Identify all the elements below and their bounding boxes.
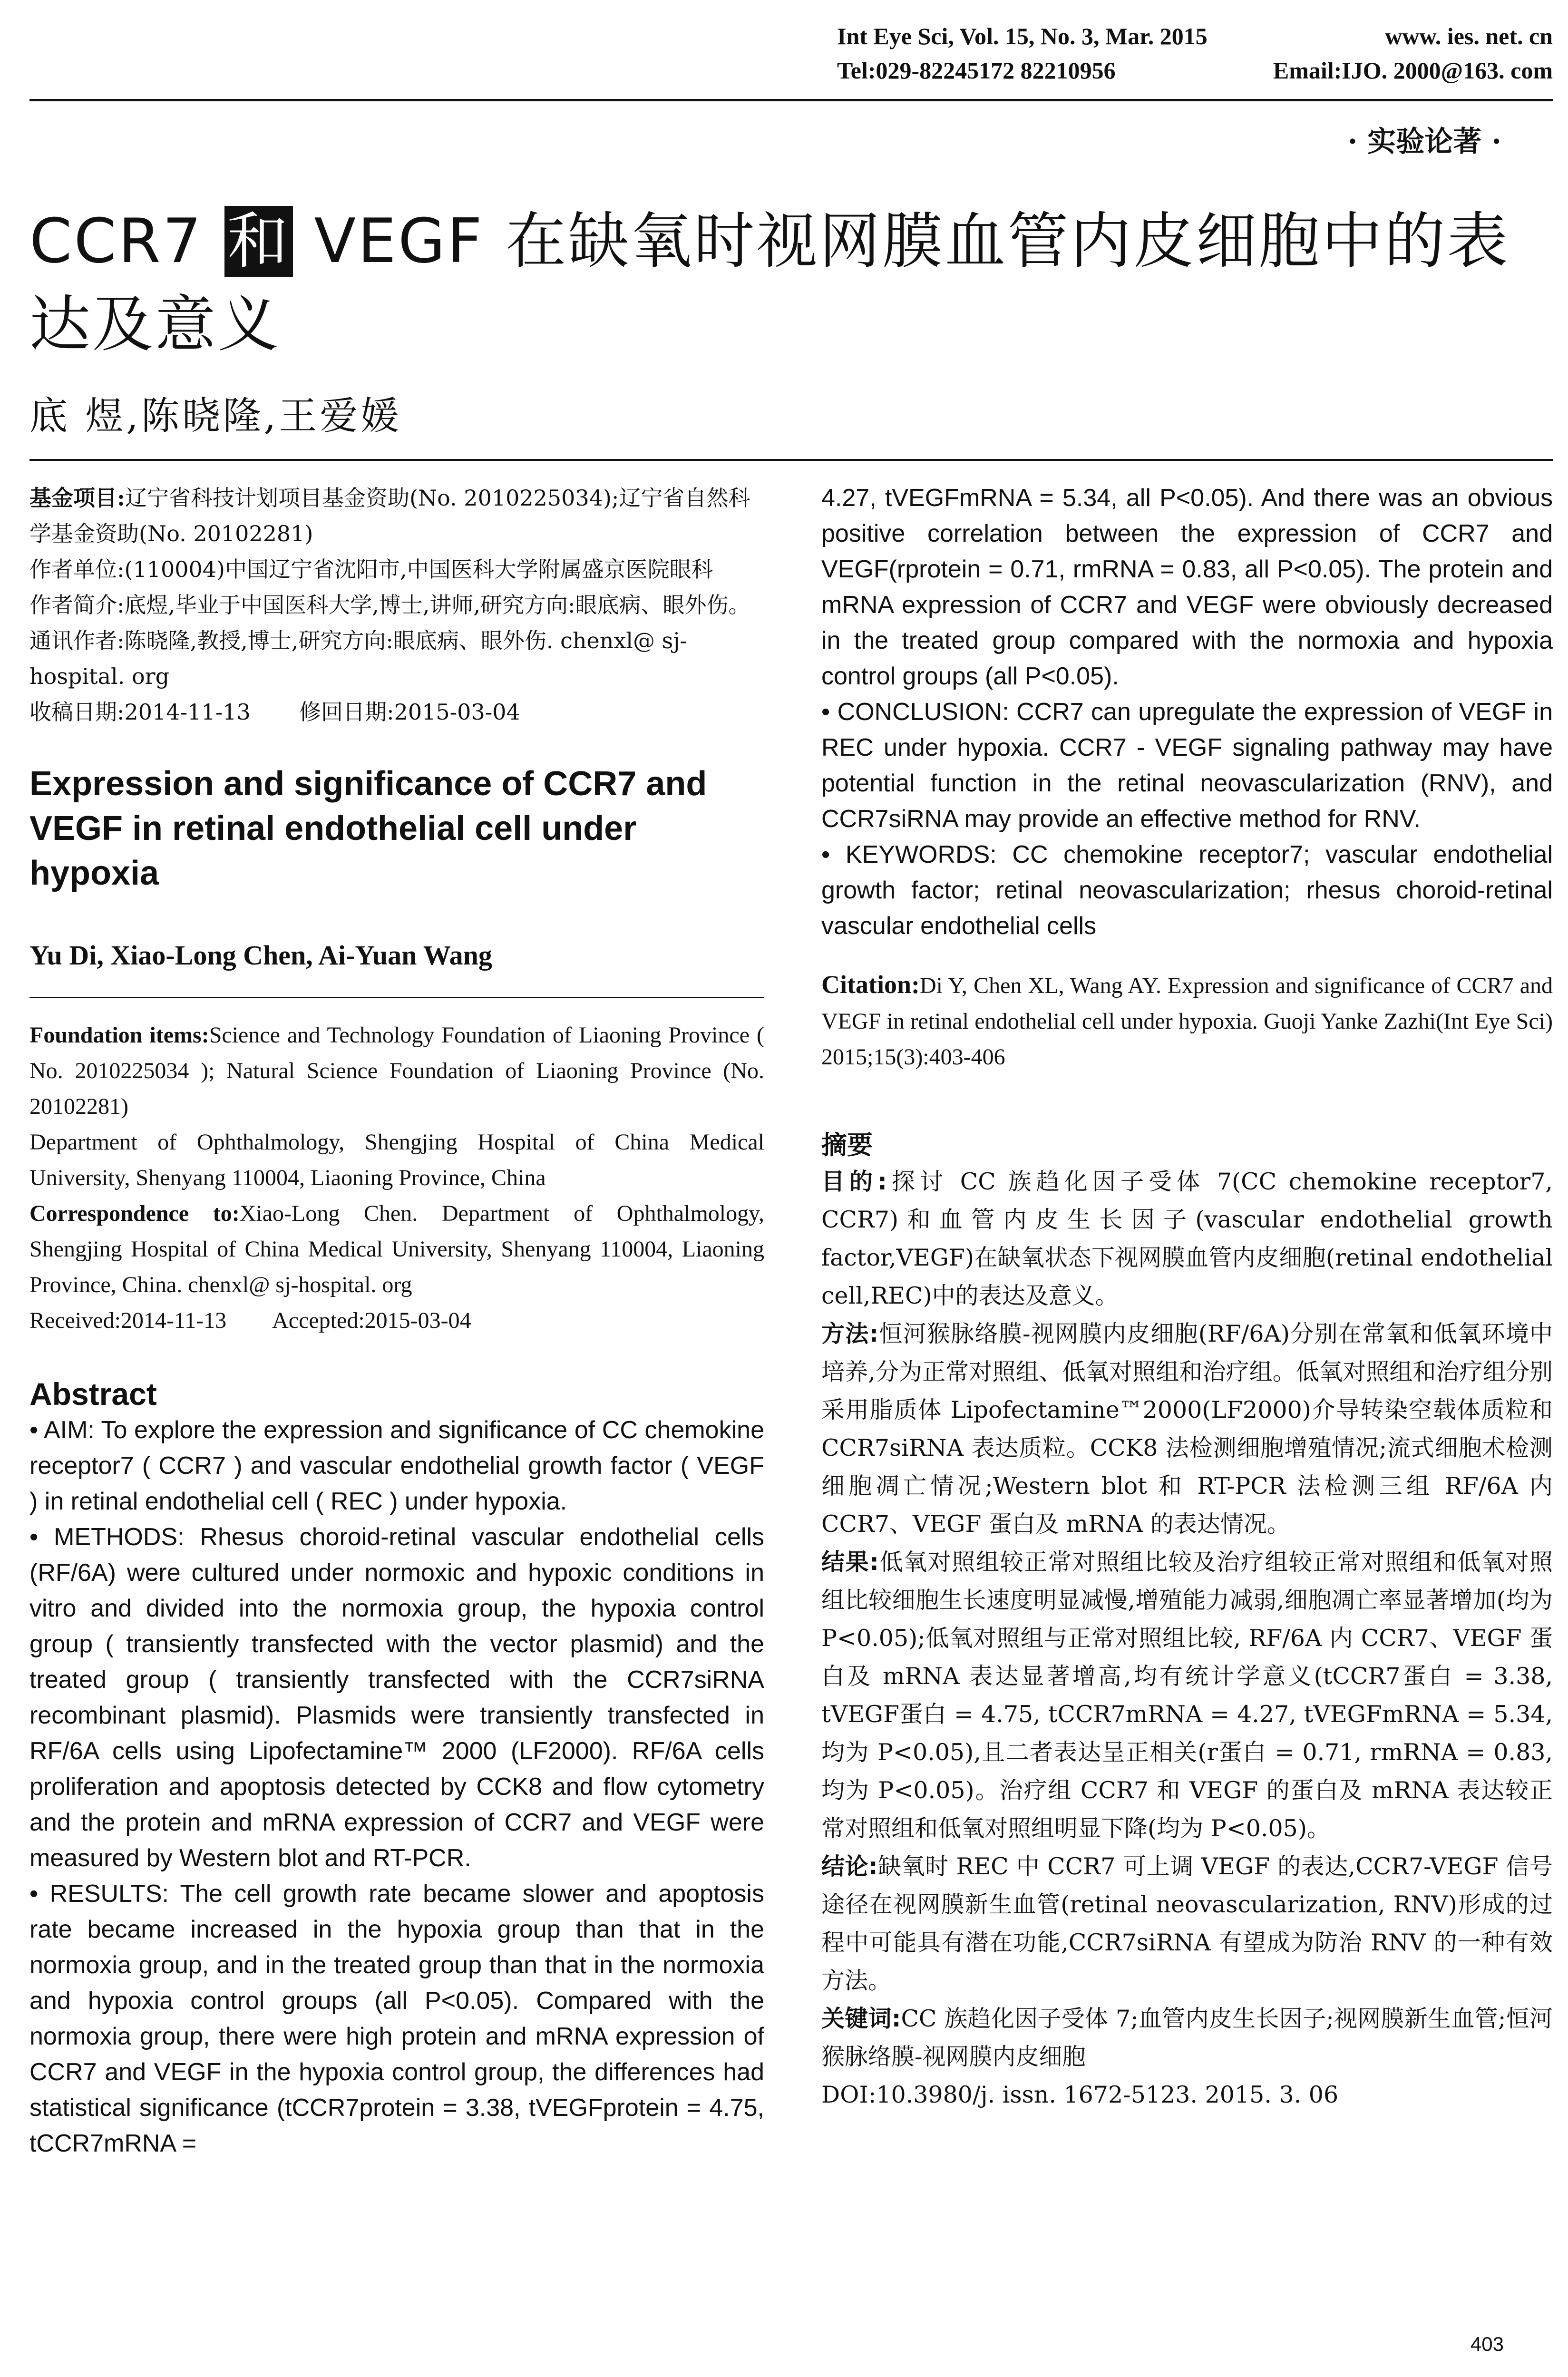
aim-cn	[821, 1163, 1553, 1315]
keywords-cn-label: 关键词:	[821, 2005, 901, 2032]
correspondence-en	[29, 1196, 764, 1303]
abstract-keywords: • KEYWORDS: CC chemokine receptor7; vascular endothelial growth factor; retinal neovascularization; rhesus choroid-retinal vascular endothelial cells	[821, 841, 1553, 940]
foundation-text: Science and Technology Foundation of Liaoning Province ( No. 2010225034 ); Natural Science Foundation of Liaoning Province (No. 20102281)	[29, 1023, 764, 1119]
citation-label: Citation:	[821, 970, 920, 999]
article-title-cn	[29, 200, 1551, 366]
corr-text: 陈晓隆,教授,博士,研究方向:眼底病、眼外伤. chenxl@ sj-hospital. org	[29, 628, 688, 689]
intro-cn	[29, 587, 764, 623]
methods-cn-label: 方法:	[821, 1320, 879, 1347]
keywords-cn-text: CC 族趋化因子受体 7;血管内皮生长因子;视网膜新生血管;恒河猴脉络膜-视网膜内皮细胞	[821, 2005, 1553, 2070]
received-en: Received:2014-11-13	[29, 1308, 227, 1333]
methods-cn	[821, 1315, 1553, 1543]
foundation-en	[29, 1017, 764, 1124]
revised-cn: 修回日期:2015-03-04	[299, 699, 520, 725]
section-rule	[29, 459, 1553, 461]
abstract-results-part1: • RESULTS: The cell growth rate became slower and apoptosis rate became increased in the hypoxia group than that in the normoxia group, and in the treated group than that in the normoxia and hypoxia control groups (all P<0.05). Compared with the normoxia group, there were high protein and mRNA expression of CCR7 and VEGF in the hypoxia control group, the differences had statistical significance (tCCR7protein = 3.38, tVEGFprotein = 4.75, tCCR7mRNA =	[29, 1880, 764, 2157]
telephone: Tel:029-82245172 82210956	[837, 57, 1116, 84]
abstract-en-right	[821, 480, 1553, 944]
email: Email:IJO. 2000@163. com	[1273, 57, 1553, 84]
abstract-results-part2: 4.27, tVEGFmRNA = 5.34, all P<0.05). And there was an obvious positive correlation between the expression of CCR7 and VEGF(rprotein = 0.71, rmRNA = 0.83, all P<0.05). The protein and mRNA expression of CCR7 and VEGF were obviously decreased in the treated group compared with the normoxia and hypoxia control groups (all P<0.05).	[821, 484, 1553, 690]
results-cn	[821, 1543, 1553, 1848]
abstract-aim: • AIM: To explore the expression and significance of CC chemokine receptor7 ( CCR7 ) and vascular endothelial growth factor ( VEGF ) in retinal endothelial cell ( REC ) under hypoxia.	[29, 1416, 764, 1515]
conclusion-cn-label: 结论:	[821, 1853, 878, 1880]
unit-cn	[29, 552, 764, 587]
department-en: Department of Ophthalmology, Shengjing Hospital of China Medical University, Shenyang 110004, Liaoning Province, China	[29, 1130, 764, 1190]
abstract-cn	[821, 1163, 1553, 2114]
footnotes-cn	[29, 480, 764, 730]
results-cn-label: 结果:	[821, 1549, 879, 1576]
authors-en: Yu Di, Xiao-Long Chen, Ai-Yuan Wang	[29, 940, 492, 971]
right-column	[821, 480, 1553, 2114]
unit-label: 作者单位:	[29, 556, 125, 582]
abstract-conclusion: • CONCLUSION: CCR7 can upregulate the expression of VEGF in REC under hypoxia. CCR7 - VEGF signaling pathway may have potential function in the retinal neovascularization (RNV), and CCR7siRNA may provide an effective method for RNV.	[821, 698, 1553, 833]
article-title-en: Expression and significance of CCR7 and VEGF in retinal endothelial cell under hypoxia	[29, 765, 707, 892]
funding-cn	[29, 480, 764, 552]
received-cn: 收稿日期:2014-11-13	[29, 699, 251, 725]
keywords-cn	[821, 2000, 1553, 2076]
abstract-heading: Abstract	[29, 1376, 157, 1412]
title-highlight: 和	[224, 206, 293, 277]
corr-label: 通讯作者:	[29, 628, 125, 653]
title-part1: CCR7	[29, 206, 224, 277]
aim-cn-text: 探讨 CC 族趋化因子受体 7(CC chemokine receptor7, CCR7)和血管内皮生长因子(vascular endothelial growth factor,VEGF)在缺氧状态下视网膜血管内皮细胞(retinal endothelial cell,REC)中的表达及意义。	[821, 1168, 1553, 1309]
intro-label: 作者简介:	[29, 592, 125, 618]
authors-rule	[29, 997, 764, 998]
correspondence-cn	[29, 623, 764, 694]
dates-en	[29, 1303, 764, 1338]
conclusion-cn-text: 缺氧时 REC 中 CCR7 可上调 VEGF 的表达,CCR7-VEGF 信号途径在视网膜新生血管(retinal neovascularization, RNV)形成的过程中可能具有潜在功能,CCR7siRNA 有望成为防治 RNV 的一种有效方法。	[821, 1853, 1553, 1994]
corr-text-en: Xiao-Long Chen. Department of Ophthalmology, Shengjing Hospital of China Medical University, Shenyang 110004, Liaoning Province, China. chenxl@ sj-hospital. org	[29, 1201, 764, 1297]
title-part2: VEGF 在缺氧时视网膜血管内皮细胞中的表达及意义	[29, 206, 1510, 360]
abstract-en-left	[29, 1413, 764, 2162]
left-column	[29, 480, 764, 2162]
funding-text: 辽宁省科技计划项目基金资助(No. 2010225034);辽宁省自然科学基金资助(No. 20102281)	[29, 485, 750, 546]
journal-line: Int Eye Sci, Vol. 15, No. 3, Mar. 2015	[837, 23, 1208, 49]
footnotes-en	[29, 1017, 764, 1338]
intro-text: 底煜,毕业于中国医科大学,博士,讲师,研究方向:眼底病、眼外伤。	[124, 592, 750, 618]
aim-cn-label: 目的:	[821, 1168, 887, 1195]
unit-text: (110004)中国辽宁省沈阳市,中国医科大学附属盛京医院眼科	[124, 556, 713, 582]
funding-label: 基金项目:	[29, 485, 125, 511]
doi: DOI:10.3980/j. issn. 1672-5123. 2015. 3. 06	[821, 2081, 1339, 2108]
dates-cn	[29, 694, 764, 730]
abstract-cn-heading: 摘要	[821, 1130, 873, 1160]
foundation-label: Foundation items:	[29, 1023, 209, 1048]
authors-cn: 底 煜,陈晓隆,王爱媛	[29, 394, 402, 438]
page-number: 403	[1470, 2333, 1504, 2355]
citation	[821, 967, 1553, 1075]
abstract-methods: • METHODS: Rhesus choroid-retinal vascular endothelial cells (RF/6A) were cultured under normoxic and hypoxic conditions in vitro and divided into the normoxia group, the hypoxia control group ( transiently transfected with the vector plasmid) and the treated group ( transiently transfected with the CCR7siRNA recombinant plasmid). Plasmids were transiently transfected in RF/6A cells using Lipofectamine™ 2000 (LF2000). RF/6A cells proliferation and apoptosis detected by CCK8 and flow cytometry and the protein and mRNA expression of CCR7 and VEGF were measured by Western blot and RT-PCR.	[29, 1523, 764, 1872]
running-header	[837, 19, 1553, 88]
results-cn-text: 低氧对照组较正常对照组比较及治疗组较正常对照组和低氧对照组比较细胞生长速度明显减慢,增殖能力减弱,细胞凋亡率显著增加(均为 P<0.05);低氧对照组与正常对照组比较, RF/6A 内 CCR7、VEGF 蛋白及 mRNA 表达显著增高,均有统计学意义(tCCR7蛋白 = 3.38, tVEGF蛋白 = 4.75, tCCR7mRNA = 4.27, tVEGFmRNA = 5.34, 均为 P<0.05),且二者表达呈正相关(r蛋白 = 0.71, rmRNA = 0.83, 均为 P<0.05)。治疗组 CCR7 和 VEGF 的蛋白及 mRNA 表达较正常对照组和低氧对照组明显下降(均为 P<0.05)。	[821, 1549, 1553, 1842]
conclusion-cn	[821, 1848, 1553, 2000]
section-label: · 实验论著 ·	[1347, 125, 1501, 158]
citation-text: Di Y, Chen XL, Wang AY. Expression and significance of CCR7 and VEGF in retinal endothelial cell under hypoxia. Guoji Yanke Zazhi(Int Eye Sci) 2015;15(3):403-406	[821, 973, 1553, 1070]
accepted-en: Accepted:2015-03-04	[272, 1308, 471, 1333]
header-rule	[29, 99, 1553, 101]
methods-cn-text: 恒河猴脉络膜-视网膜内皮细胞(RF/6A)分别在常氧和低氧环境中培养,分为正常对照组、低氧对照组和治疗组。低氧对照组和治疗组分别采用脂质体 Lipofectamine™2000(LF2000)介导转染空载体质粒和 CCR7siRNA 表达质粒。CCK8 法检测细胞增殖情况;流式细胞术检测细胞凋亡情况;Western blot 和 RT-PCR 法检测三组 RF/6A 内 CCR7、VEGF 蛋白及 mRNA 的表达情况。	[821, 1320, 1553, 1538]
corr-label-en: Correspondence to:	[29, 1201, 240, 1226]
website: www. ies. net. cn	[1385, 23, 1553, 49]
